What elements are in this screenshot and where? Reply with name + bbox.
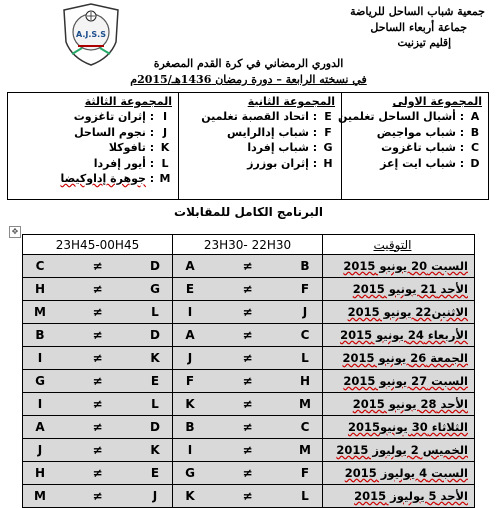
schedule-row [23,255,475,278]
match-slot1 [173,255,323,278]
team-item: I : إثران تاغزوت [73,110,168,123]
vs-symbol: ≠ [242,374,253,388]
team-code: A [35,420,45,434]
team-code: K [185,489,195,503]
match-slot2 [23,301,173,324]
vs-symbol: ≠ [92,466,103,480]
vs-symbol: ≠ [242,420,253,434]
group-3 [8,93,178,199]
team-item: E : اتحاد القصبة تغلمين [201,110,332,123]
match-slot1 [173,347,323,370]
vs-symbol: ≠ [242,305,253,319]
team-code: L [301,351,309,365]
team-code: I [187,443,193,457]
schedule-row [23,301,475,324]
match-slot2 [23,485,173,508]
schedule-row [23,462,475,485]
vs-symbol: ≠ [92,282,103,296]
groups-table [7,92,489,200]
vs-symbol: ≠ [242,489,253,503]
match-slot2 [23,347,173,370]
team-code: G [35,374,45,388]
vs-symbol: ≠ [242,351,253,365]
match-slot2 [23,324,173,347]
team-item: G : شباب إفردا [247,141,333,154]
vs-symbol: ≠ [92,397,103,411]
team-item: K : تافوكلا [108,141,170,154]
team-code: J [152,489,158,503]
logo-text: A.J.S.S [76,30,106,39]
vs-symbol: ≠ [92,259,103,273]
team-code: I [37,351,43,365]
match-date: الاثنين22 يونيو 2015 [323,301,475,324]
group-title: المجموعة الثالثة [84,95,172,108]
team-code: G [150,282,160,296]
team-item: D : شباب ايت إعز [380,156,480,170]
match-date: الأحد 28 يونيو 2015 [323,393,475,416]
team-code: B [300,259,310,273]
tournament-title: الدوري الرمضاني في كرة القدم المصغرة [153,57,344,70]
vs-symbol: ≠ [92,374,103,388]
team-code: C [300,328,310,342]
schedule-row [23,370,475,393]
team-item: B : شباب مواجيض [376,125,480,139]
team-code: D [150,328,160,342]
team-code: G [185,466,195,480]
match-date: السبت 27 يونيو 2015 [323,370,475,393]
vs-symbol: ≠ [242,443,253,457]
match-date: السبت 20 يونيو 2015 [323,255,475,278]
team-code: I [187,305,193,319]
match-slot2 [23,255,173,278]
slot1-header: 23H30- 22H30 [173,235,323,255]
team-code: L [151,305,159,319]
schedule-table [22,234,475,508]
schedule-row [23,393,475,416]
team-code: H [34,466,46,480]
team-code: L [151,397,159,411]
team-item: L : أيور إفردا [93,156,169,170]
team-code: A [185,328,195,342]
team-code: B [185,420,195,434]
team-code: D [150,259,160,273]
vs-symbol: ≠ [242,397,253,411]
match-date: الجمعة 26 يونيو 2015 [323,347,475,370]
match-slot1 [173,370,323,393]
match-date: الأحد 21 يونيو 2015 [323,278,475,301]
match-slot2 [23,416,173,439]
match-slot1 [173,278,323,301]
team-item: M : جوهرة إداوكيضا [60,172,171,185]
vs-symbol: ≠ [92,489,103,503]
match-date: الثلاثاء 30 يونيو2015 [323,416,475,439]
match-slot1 [173,439,323,462]
match-slot1 [173,324,323,347]
schedule-row [23,278,475,301]
match-slot1 [173,485,323,508]
group-2 [178,93,342,199]
org-name: جمعية شباب الساحل للرياضة [350,5,485,18]
team-item: H : إثران بوزرز [247,156,333,170]
vs-symbol: ≠ [242,259,253,273]
team-code: E [185,282,195,296]
team-code: B [35,328,45,342]
schedule-row [23,485,475,508]
schedule-title: البرنامج الكامل للمقابلات [174,205,323,219]
team-item: C : شباب تاغزوت [381,141,480,154]
team-code: J [187,351,193,365]
team-item: A : أشبال الساحل تغلمين [337,110,480,123]
team-code: F [185,374,195,388]
match-slot2 [23,370,173,393]
match-slot2 [23,439,173,462]
match-date: السبت 4 يوليوز 2015 [323,462,475,485]
group-title: المجموعة الثانية [247,95,335,108]
match-slot1 [173,301,323,324]
schedule-row [23,439,475,462]
team-code: J [37,443,43,457]
team-code: H [299,374,311,388]
team-code: F [300,466,310,480]
vs-symbol: ≠ [92,305,103,319]
vs-symbol: ≠ [92,443,103,457]
group-1 [337,93,488,199]
match-slot2 [23,462,173,485]
team-code: M [299,397,311,411]
team-code: K [150,351,160,365]
vs-symbol: ≠ [242,328,253,342]
table-move-handle-icon[interactable]: ✥ [9,226,21,238]
team-code: K [185,397,195,411]
match-slot1 [173,462,323,485]
vs-symbol: ≠ [242,466,253,480]
org-province: إقليم تيزنيت [397,37,451,49]
team-code: E [150,374,160,388]
match-date: الخميس 2 يوليوز 2015 [323,439,475,462]
vs-symbol: ≠ [92,351,103,365]
team-code: I [37,397,43,411]
date-header: التوقيت [323,235,475,255]
schedule-row [23,324,475,347]
team-code: L [301,489,309,503]
match-slot2 [23,278,173,301]
vs-symbol: ≠ [242,282,253,296]
schedule-header-row [23,235,475,255]
team-code: D [150,420,160,434]
team-item: J : نجوم الساحل [74,125,168,139]
match-slot2 [23,393,173,416]
team-code: J [302,305,308,319]
team-code: K [150,443,160,457]
team-code: E [150,466,160,480]
team-code: M [34,305,46,319]
team-code: F [300,282,310,296]
match-slot1 [173,416,323,439]
schedule-row [23,416,475,439]
team-item: F : شباب إدالرايس [227,125,332,139]
team-code: H [34,282,46,296]
team-code: M [34,489,46,503]
vs-symbol: ≠ [92,328,103,342]
tournament-edition: في نسخته الرابعة – دورة رمضان 1436هـ/2015م [130,73,367,86]
match-slot1 [173,393,323,416]
team-code: M [299,443,311,457]
match-date: الأربعاء 24 يونيو 2015 [323,324,475,347]
group-title: المجموعة الاولى [392,95,482,108]
match-date: الأحد 5 يوليوز 2015 [323,485,475,508]
team-code: A [185,259,195,273]
team-code: C [300,420,310,434]
schedule-row [23,347,475,370]
org-commune: جماعة أربعاء الساحل [370,21,467,34]
slot2-header: 23H45-00H45 [23,235,173,255]
vs-symbol: ≠ [92,420,103,434]
team-code: C [35,259,45,273]
